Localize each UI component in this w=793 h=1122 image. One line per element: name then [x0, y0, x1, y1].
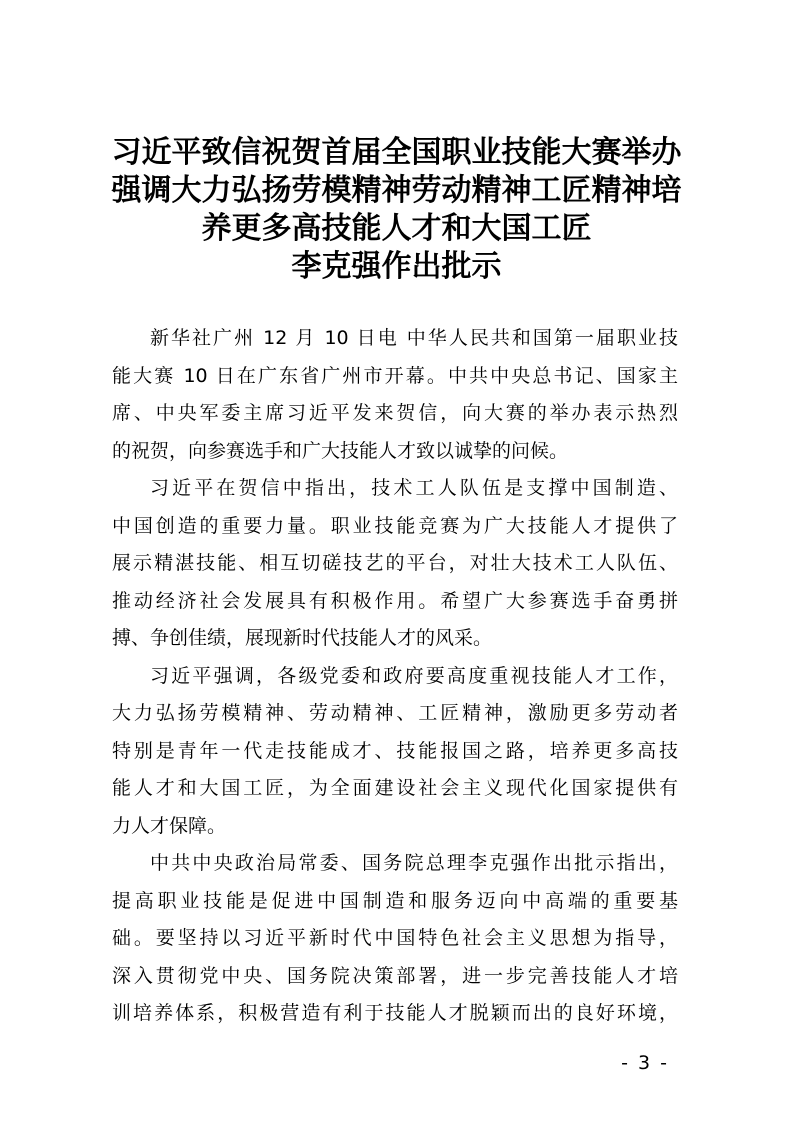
text-line: 力人才保障。	[112, 814, 227, 837]
text-line: 的祝贺，向参赛选手和广大技能人才致以诚挚的问候。	[112, 439, 569, 462]
text-line: 搏、争创佳绩，展现新时代技能人才的风采。	[112, 627, 493, 649]
paragraph-1	[112, 320, 678, 470]
text-line: 习近平在贺信中指出，技术工人队伍是支撑中国制造、	[150, 477, 678, 499]
text-line: 大力弘扬劳模精神、劳动精神、工匠精神，激励更多劳动者	[112, 702, 678, 724]
page-number: - 3 -	[621, 1052, 669, 1074]
text-line: 提高职业技能是促进中国制造和服务迈向中高端的重要基	[112, 889, 678, 912]
paragraph-2	[112, 470, 678, 658]
paragraph-3	[112, 658, 678, 846]
article-body	[112, 320, 678, 1033]
text-line: 中共中央政治局常委、国务院总理李克强作出批示指出，	[150, 852, 678, 874]
text-line: 础。要坚持以习近平新时代中国特色社会主义思想为指导，	[112, 927, 678, 949]
text-line: 训培养体系，积极营造有利于技能人才脱颖而出的良好环境，	[112, 1002, 678, 1024]
text-line: 席、中央军委主席习近平发来贺信，向大赛的举办表示热烈	[112, 402, 678, 424]
text-line: 深入贯彻党中央、国务院决策部署，进一步完善技能人才培	[112, 964, 678, 987]
text-line: 能人才和大国工匠，为全面建设社会主义现代化国家提供有	[112, 777, 678, 799]
text-line: 新华社广州 12 月 10 日电 中华人民共和国第一届职业技	[150, 327, 678, 349]
title-line-4: 李克强作出批示	[291, 249, 502, 284]
text-line: 中国创造的重要力量。职业技能竞赛为广大技能人才提供了	[112, 514, 678, 537]
text-line: 特别是青年一代走技能成才、技能报国之路，培养更多高技	[112, 739, 678, 762]
text-line: 推动经济社会发展具有积极作用。希望广大参赛选手奋勇拼	[112, 589, 678, 612]
paragraph-4	[112, 845, 678, 1033]
title-line-1: 习近平致信祝贺首届全国职业技能大赛举办	[111, 135, 682, 170]
text-line: 展示精湛技能、相互切磋技艺的平台，对壮大技术工人队伍、	[112, 552, 678, 574]
text-line: 习近平强调，各级党委和政府要高度重视技能人才工作，	[150, 664, 678, 687]
text-line: 能大赛 10 日在广东省广州市开幕。中共中央总书记、国家主	[112, 364, 678, 387]
title-line-2: 强调大力弘扬劳模精神劳动精神工匠精神培	[111, 173, 682, 208]
title-line-3: 养更多高技能人才和大国工匠	[201, 211, 592, 246]
article-title	[60, 134, 733, 286]
